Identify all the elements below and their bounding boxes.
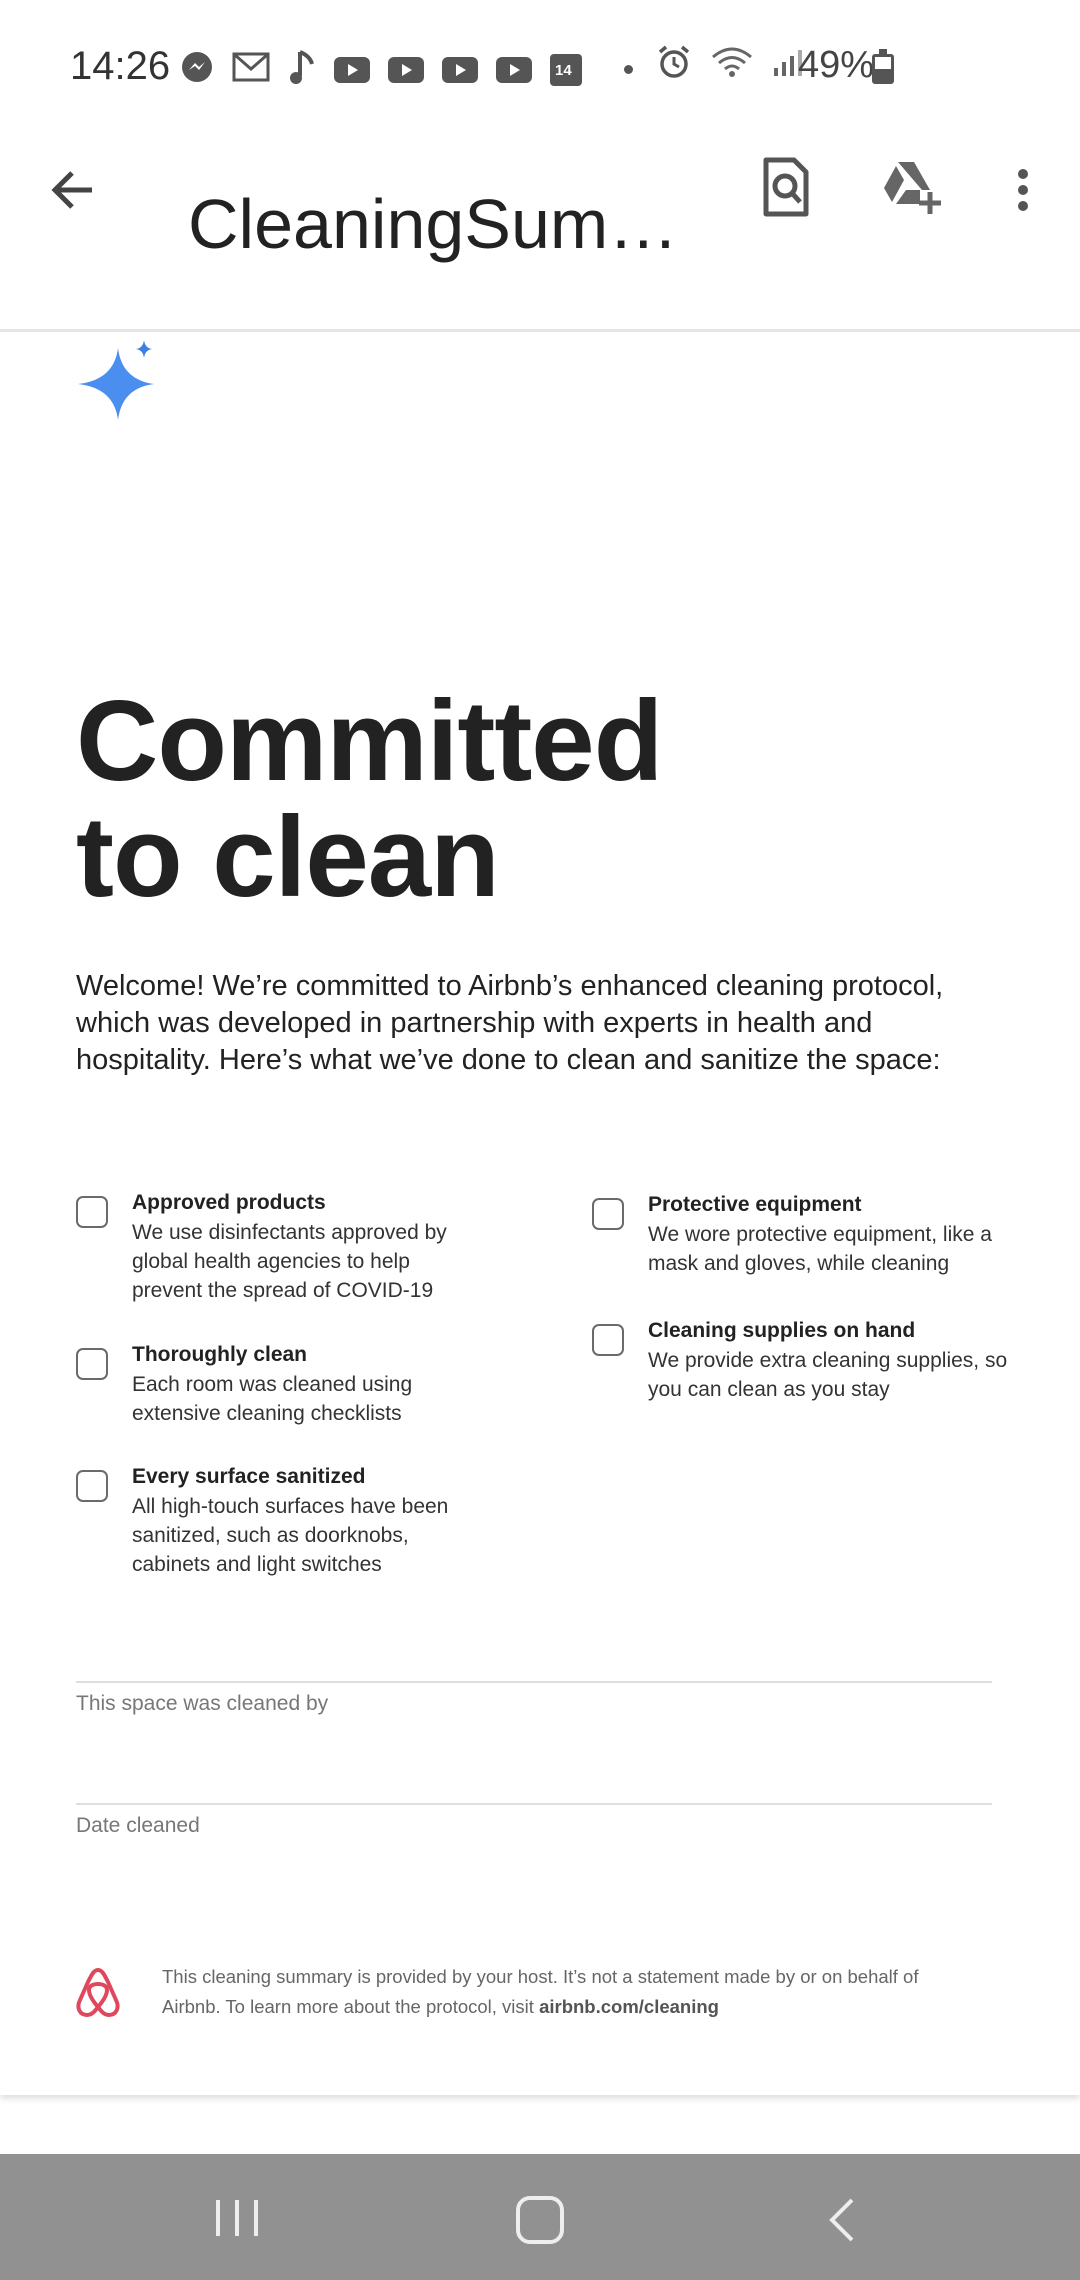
document-title: CleaningSum… <box>188 185 679 263</box>
check-title: Cleaning supplies on hand <box>648 1319 916 1342</box>
intro-paragraph: Welcome! We’re committed to Airbnb’s enhanced cleaning protocol, which was developed in partnership with experts in health and hospitality. Here’s what we’ve done to clean and sanitize the space: <box>76 970 944 1076</box>
airbnb-cleaning-link[interactable]: airbnb.com/cleaning <box>539 1996 719 2017</box>
back-button[interactable] <box>44 160 104 220</box>
checklist-item <box>592 1190 1012 1278</box>
sparkle-icon[interactable] <box>74 338 164 428</box>
checklist-item <box>592 1316 1012 1404</box>
check-title: Protective equipment <box>648 1193 862 1216</box>
date-cleaned-label: Date cleaned <box>76 1814 200 1837</box>
footer-text: This cleaning summary is provided by your host. It’s not a statement made by or on behalf of Airbnb. To learn more about the protocol, visit <box>162 1966 919 2017</box>
check-description: All high-touch surfaces have been sanitized, such as doorknobs, cabinets and light switches <box>132 1495 449 1576</box>
recent-apps-button[interactable] <box>212 2198 262 2238</box>
check-description: We provide extra cleaning supplies, so you can clean as you stay <box>648 1349 1008 1401</box>
airbnb-logo-icon <box>74 1966 122 2018</box>
app-bar <box>0 140 1080 332</box>
status-time: 14:26 <box>70 44 171 88</box>
cleaned-by-label: This space was cleaned by <box>76 1692 329 1715</box>
check-title: Every surface sanitized <box>132 1465 366 1488</box>
recent-apps-icon <box>212 2198 262 2238</box>
footer-disclaimer <box>162 1962 922 2022</box>
more-vert-icon <box>1008 160 1038 220</box>
document-page <box>0 332 1080 2095</box>
cleaned-by-line[interactable] <box>76 1681 992 1683</box>
arrow-back-icon <box>44 160 104 220</box>
headline-line-1: Committed <box>76 678 663 805</box>
checkbox-approved-products[interactable] <box>76 1196 108 1228</box>
calendar-icon <box>550 54 582 86</box>
alarm-icon <box>656 44 692 85</box>
more-options-button[interactable] <box>1008 160 1038 220</box>
chevron-back-icon <box>826 2196 856 2244</box>
dot-icon <box>624 65 633 74</box>
notification-icons <box>180 48 651 91</box>
youtube-icon <box>334 57 370 83</box>
checkbox-thoroughly-clean[interactable] <box>76 1348 108 1380</box>
gmail-icon <box>232 51 270 88</box>
youtube-icon <box>388 57 424 83</box>
youtube-icon <box>496 57 532 83</box>
headline-line-2: to clean <box>76 794 499 921</box>
home-button[interactable] <box>516 2196 564 2244</box>
status-bar <box>0 0 1080 140</box>
check-description: Each room was cleaned using extensive cleaning checklists <box>132 1373 413 1425</box>
checklist-item <box>76 1340 476 1428</box>
date-cleaned-line[interactable] <box>76 1803 992 1805</box>
check-title: Thoroughly clean <box>132 1343 308 1366</box>
headline <box>76 678 663 921</box>
check-description: We wore protective equipment, like a mask and gloves, while cleaning <box>648 1223 992 1275</box>
check-description: We use disinfectants approved by global health agencies to help prevent the spread of COVID-19 <box>132 1221 447 1302</box>
checklist-item <box>76 1188 476 1305</box>
youtube-icon <box>442 57 478 83</box>
navigation-bar <box>0 2154 1080 2280</box>
add-to-drive-icon <box>880 158 942 214</box>
music-note-icon <box>288 48 316 91</box>
battery-icon <box>872 54 894 84</box>
battery-percentage: 49% <box>798 44 875 86</box>
checklist-item <box>76 1462 476 1579</box>
checkbox-every-surface-sanitized[interactable] <box>76 1470 108 1502</box>
wifi-icon <box>710 45 754 84</box>
messenger-icon <box>180 50 214 89</box>
battery-level <box>875 69 891 81</box>
find-in-document-button[interactable] <box>756 156 816 220</box>
check-title: Approved products <box>132 1191 326 1214</box>
checkbox-cleaning-supplies[interactable] <box>592 1324 624 1356</box>
nav-back-button[interactable] <box>826 2196 856 2244</box>
find-in-page-icon <box>756 156 816 220</box>
add-to-drive-button[interactable] <box>880 158 942 214</box>
checkbox-protective-equipment[interactable] <box>592 1198 624 1230</box>
calendar-day: 14 <box>555 61 572 79</box>
